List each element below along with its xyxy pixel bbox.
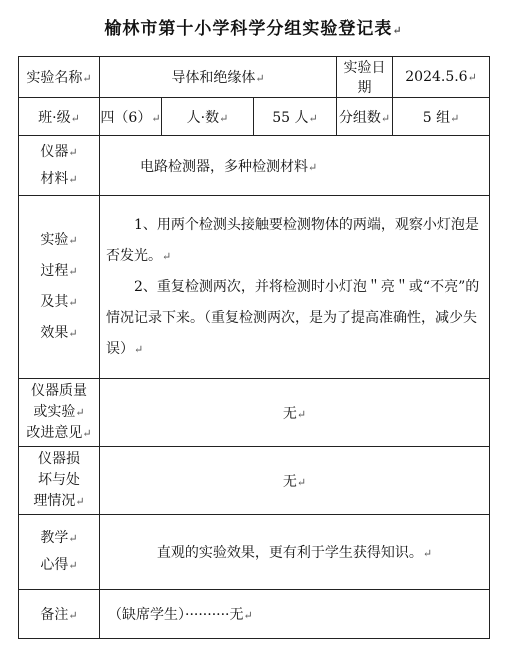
row-quality: [19, 379, 490, 447]
process-label-line: 效果↵: [40, 325, 78, 341]
damage-label: [19, 447, 100, 515]
head-count-label: 人·数↵: [162, 98, 254, 136]
teaching-label-line: 心得↵: [40, 557, 78, 573]
row-process: [19, 196, 490, 379]
teaching-label: [19, 515, 100, 590]
damage-label-line: 理情况↵: [33, 493, 85, 509]
teaching-value: 直观的实验效果，更有利于学生获得知识。↵: [100, 515, 490, 590]
group-count-value: 5 组↵: [393, 98, 490, 136]
experiment-name-label: 实验名称↵: [19, 57, 100, 98]
damage-label-line: 仪器损: [38, 451, 80, 467]
form-title: 榆林市第十小学科学分组实验登记表↵: [104, 19, 403, 39]
group-count-label: 分组数↵: [337, 98, 393, 136]
process-label-line: 过程↵: [40, 263, 78, 279]
materials-label-line: 仪器↵: [40, 143, 78, 160]
row-damage: [19, 447, 490, 515]
quality-label: [19, 379, 100, 447]
row-teaching-notes: [19, 515, 490, 590]
head-count-value: 55 人↵: [254, 98, 337, 136]
quality-label-line: 仪器质量: [31, 383, 87, 399]
experiment-registration-table: [18, 56, 490, 639]
row-experiment-name: [19, 57, 490, 98]
experiment-date-label: 实验日期: [337, 57, 393, 98]
remarks-label: 备注↵: [19, 590, 100, 639]
class-value: 四（6）↵: [100, 98, 162, 136]
quality-value: 无↵: [100, 379, 490, 447]
process-label-line: 实验↵: [40, 232, 78, 248]
process-label: [19, 196, 100, 379]
damage-label-line: 坏与处: [38, 472, 80, 488]
class-label: 班·级↵: [19, 98, 100, 136]
process-label-line: 及其↵: [40, 294, 78, 310]
remarks-value: （缺席学生）··········无↵: [100, 590, 490, 639]
process-description: [100, 196, 490, 379]
process-step-1: 1、用两个检测头接触要检测物体的两端，观察小灯泡是否发光。↵: [106, 216, 479, 264]
quality-label-line: 改进意见↵: [26, 425, 92, 441]
materials-label-line: 材料↵: [40, 170, 78, 187]
materials-value: 电路检测器，多种检测材料↵: [100, 136, 490, 196]
teaching-label-line: 教学↵: [40, 530, 78, 546]
experiment-name-value: 导体和绝缘体↵: [100, 57, 337, 98]
damage-value: 无↵: [100, 447, 490, 515]
row-remarks: [19, 590, 490, 639]
quality-label-line: 或实验↵: [33, 404, 85, 420]
materials-label: [19, 136, 100, 196]
experiment-date-value: 2024.5.6↵: [393, 57, 490, 98]
process-step-2: 2、重复检测两次，并将检测时小灯泡＂亮＂或“不亮”的情况记录下来。（重复检测两次，是为了提高准确性，减少失误）↵: [106, 278, 480, 357]
row-class-info: [19, 98, 490, 136]
row-materials: [19, 136, 490, 196]
